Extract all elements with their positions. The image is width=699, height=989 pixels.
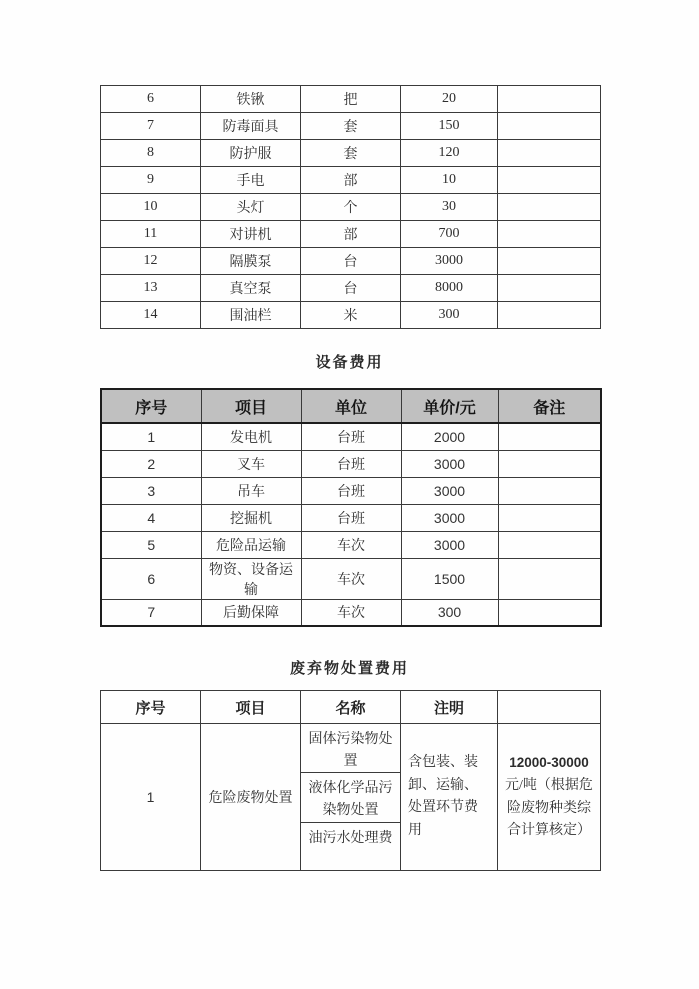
seq-cell: 4 [101, 504, 201, 531]
item-cell: 对讲机 [201, 221, 301, 248]
name-cell-oily-water: 油污水处理费 [301, 823, 401, 871]
price-cell: 3000 [401, 248, 498, 275]
header-remark: 备注 [498, 389, 601, 423]
supplies-table [100, 85, 601, 329]
remark-cell [498, 167, 601, 194]
table-row [101, 423, 601, 450]
section-title-waste-disposal-costs: 废弃物处置费用 [289, 661, 409, 677]
remark-cell [498, 140, 601, 167]
unit-cell: 台班 [301, 504, 401, 531]
seq-cell: 6 [101, 558, 201, 599]
header-name: 名称 [301, 691, 401, 724]
header-row [101, 389, 601, 423]
unit-cell: 套 [301, 113, 401, 140]
price-cell: 2000 [401, 423, 498, 450]
item-cell: 挖掘机 [201, 504, 301, 531]
header-blank [498, 691, 601, 724]
seq-cell: 2 [101, 450, 201, 477]
table-row [101, 248, 601, 275]
header-unit-price: 单价/元 [401, 389, 498, 423]
remark-cell [498, 275, 601, 302]
item-cell: 防护服 [201, 140, 301, 167]
table-row [101, 477, 601, 504]
table-row [101, 140, 601, 167]
price-cell: 1500 [401, 558, 498, 599]
header-item: 项目 [201, 691, 301, 724]
seq-cell: 9 [101, 167, 201, 194]
price-cell: 300 [401, 302, 498, 329]
seq-cell: 12 [101, 248, 201, 275]
table-row [101, 194, 601, 221]
section-title-equipment-costs: 设备费用 [315, 355, 384, 371]
item-cell: 叉车 [201, 450, 301, 477]
unit-cell: 台班 [301, 450, 401, 477]
unit-cell: 米 [301, 302, 401, 329]
name-cell-solid-waste: 固体污染物处置 [301, 724, 401, 773]
unit-cell: 车次 [301, 558, 401, 599]
unit-cell: 车次 [301, 531, 401, 558]
remark-cell [498, 194, 601, 221]
header-seq: 序号 [101, 691, 201, 724]
price-cell: 20 [401, 86, 498, 113]
price-cell: 120 [401, 140, 498, 167]
price-cell: 300 [401, 599, 498, 626]
item-cell: 真空泵 [201, 275, 301, 302]
unit-cell: 台班 [301, 423, 401, 450]
price-cell: 3000 [401, 531, 498, 558]
remark-cell [498, 221, 601, 248]
table-row [101, 167, 601, 194]
price-cell: 700 [401, 221, 498, 248]
header-unit: 单位 [301, 389, 401, 423]
seq-cell: 3 [101, 477, 201, 504]
price-cell: 30 [401, 194, 498, 221]
seq-cell: 7 [101, 599, 201, 626]
item-cell: 吊车 [201, 477, 301, 504]
table-row [101, 724, 601, 773]
seq-cell: 5 [101, 531, 201, 558]
price-cell: 3000 [401, 450, 498, 477]
item-cell: 物资、设备运输 [201, 558, 301, 599]
item-cell: 危险废物处置 [201, 724, 301, 871]
price-cell: 10 [401, 167, 498, 194]
unit-cell: 台 [301, 275, 401, 302]
price-cell: 3000 [401, 477, 498, 504]
header-row [101, 691, 601, 724]
remark-cell [498, 558, 601, 599]
waste-disposal-table [100, 690, 601, 871]
remark-cell [498, 302, 601, 329]
seq-cell: 1 [101, 724, 201, 871]
name-cell-liquid-chemical: 液体化学品污染物处置 [301, 773, 401, 823]
table-row [101, 531, 601, 558]
unit-cell: 个 [301, 194, 401, 221]
note-cell: 含包装、装卸、运输、处置环节费用 [401, 724, 498, 871]
unit-cell: 台班 [301, 477, 401, 504]
remark-cell [498, 113, 601, 140]
item-cell: 铁锹 [201, 86, 301, 113]
seq-cell: 14 [101, 302, 201, 329]
table-row [101, 599, 601, 626]
unit-cell: 车次 [301, 599, 401, 626]
table-row [101, 113, 601, 140]
seq-cell: 11 [101, 221, 201, 248]
price-cell: 150 [401, 113, 498, 140]
seq-cell: 6 [101, 86, 201, 113]
item-cell: 手电 [201, 167, 301, 194]
unit-cell: 套 [301, 140, 401, 167]
price-cell: 3000 [401, 504, 498, 531]
price-description: 元/吨（根据危险废物种类综合计算核定） [505, 778, 593, 839]
seq-cell: 10 [101, 194, 201, 221]
table-row [101, 221, 601, 248]
price-number: 12000-30000 [509, 754, 589, 770]
table-row [101, 504, 601, 531]
item-cell: 危险品运输 [201, 531, 301, 558]
remark-cell [498, 477, 601, 504]
price-cell: 8000 [401, 275, 498, 302]
remark-cell [498, 423, 601, 450]
item-cell: 后勤保障 [201, 599, 301, 626]
price-cell [498, 724, 601, 871]
table-row [101, 86, 601, 113]
table-row [101, 450, 601, 477]
unit-cell: 台 [301, 248, 401, 275]
header-seq: 序号 [101, 389, 201, 423]
table-row [101, 302, 601, 329]
table-row [101, 558, 601, 599]
remark-cell [498, 531, 601, 558]
remark-cell [498, 504, 601, 531]
seq-cell: 8 [101, 140, 201, 167]
seq-cell: 1 [101, 423, 201, 450]
seq-cell: 13 [101, 275, 201, 302]
item-cell: 头灯 [201, 194, 301, 221]
remark-cell [498, 599, 601, 626]
seq-cell: 7 [101, 113, 201, 140]
item-cell: 防毒面具 [201, 113, 301, 140]
remark-cell [498, 86, 601, 113]
equipment-costs-table [100, 388, 602, 627]
remark-cell [498, 450, 601, 477]
item-cell: 隔膜泵 [201, 248, 301, 275]
unit-cell: 部 [301, 221, 401, 248]
item-cell: 围油栏 [201, 302, 301, 329]
unit-cell: 部 [301, 167, 401, 194]
header-item: 项目 [201, 389, 301, 423]
remark-cell [498, 248, 601, 275]
unit-cell: 把 [301, 86, 401, 113]
item-cell: 发电机 [201, 423, 301, 450]
header-note: 注明 [401, 691, 498, 724]
table-row [101, 275, 601, 302]
